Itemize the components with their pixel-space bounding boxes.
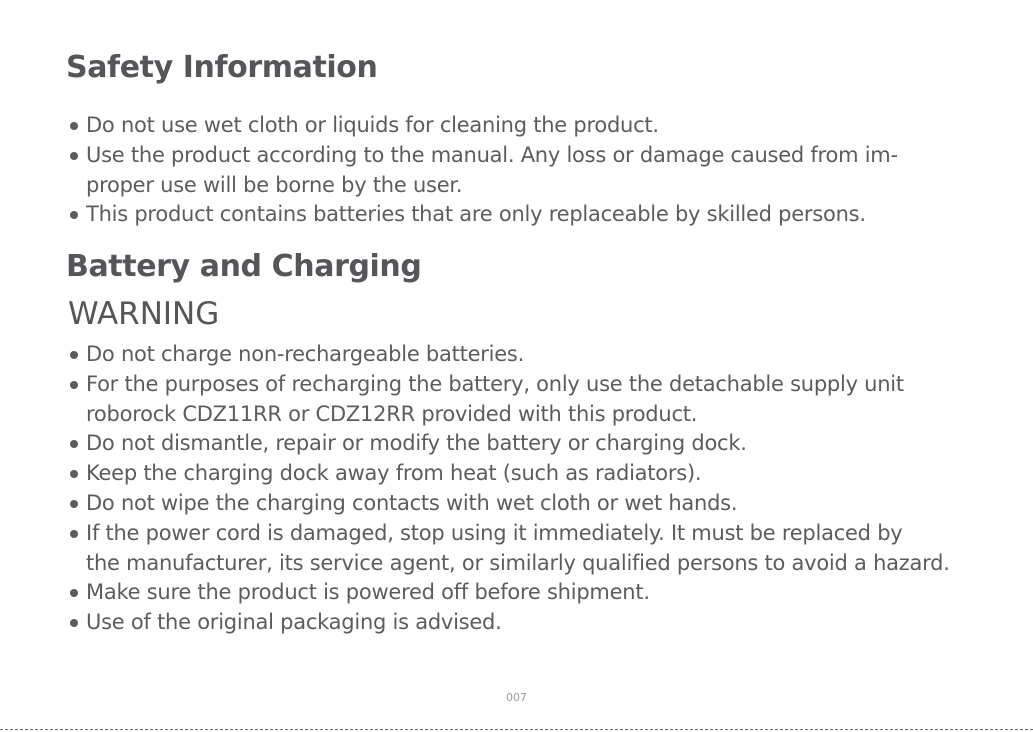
bullet-icon: [70, 589, 78, 597]
bullet-icon: [70, 351, 78, 359]
list-item: [68, 519, 968, 579]
list-item-text-continued: roborock CDZ11RR or CDZ12RR provided with this product.: [86, 401, 698, 426]
battery-warning-list: [68, 340, 968, 638]
bullet-icon: [70, 500, 78, 508]
list-item-text-continued: proper use will be borne by the user.: [86, 172, 463, 197]
list-item: [68, 459, 968, 489]
safety-list: [68, 111, 968, 230]
list-item-text: Do not wipe the charging contacts with wet cloth or wet hands.: [86, 490, 738, 515]
list-item: [68, 200, 968, 230]
list-item-text: Do not charge non-rechargeable batteries.: [86, 342, 525, 366]
footer-divider: [0, 729, 1033, 730]
bullet-icon: [70, 530, 78, 538]
page-number: 007: [506, 691, 527, 704]
list-item: [68, 578, 968, 608]
bullet-icon: [70, 211, 78, 219]
bullet-icon: [70, 381, 78, 389]
list-item: [68, 608, 968, 638]
list-item-text: Do not dismantle, repair or modify the battery or charging dock.: [86, 431, 747, 456]
list-item: [68, 340, 968, 370]
warning-subheading: WARNING: [68, 296, 220, 332]
list-item-text: This product contains batteries that are only replaceable by skilled persons.: [86, 202, 866, 227]
list-item-text: If the power cord is damaged, stop using it immediately. It must be replaced by: [86, 520, 903, 545]
bullet-icon: [70, 440, 78, 448]
list-item-text: For the purposes of recharging the battery, only use the detachable supply unit: [86, 371, 904, 396]
list-item-text: Use the product according to the manual. Any loss or damage caused from im-: [86, 142, 898, 167]
safety-information-heading: Safety Information: [66, 50, 378, 85]
bullet-icon: [70, 122, 78, 130]
bullet-icon: [70, 470, 78, 478]
list-item: [68, 141, 968, 201]
list-item-text: Use of the original packaging is advised.: [86, 610, 502, 635]
list-item-text: Do not use wet cloth or liquids for cleaning the product.: [86, 113, 659, 137]
bullet-icon: [70, 619, 78, 627]
battery-and-charging-heading: Battery and Charging: [66, 249, 422, 284]
list-item-text-continued: the manufacturer, its service agent, or similarly qualified persons to avoid a hazard.: [86, 550, 950, 575]
list-item-text: Keep the charging dock away from heat (such as radiators).: [86, 461, 702, 486]
list-item: [68, 111, 968, 141]
list-item: [68, 429, 968, 459]
list-item: [68, 370, 968, 430]
bullet-icon: [70, 152, 78, 160]
list-item: [68, 489, 968, 519]
list-item-text: Make sure the product is powered off before shipment.: [86, 580, 650, 605]
